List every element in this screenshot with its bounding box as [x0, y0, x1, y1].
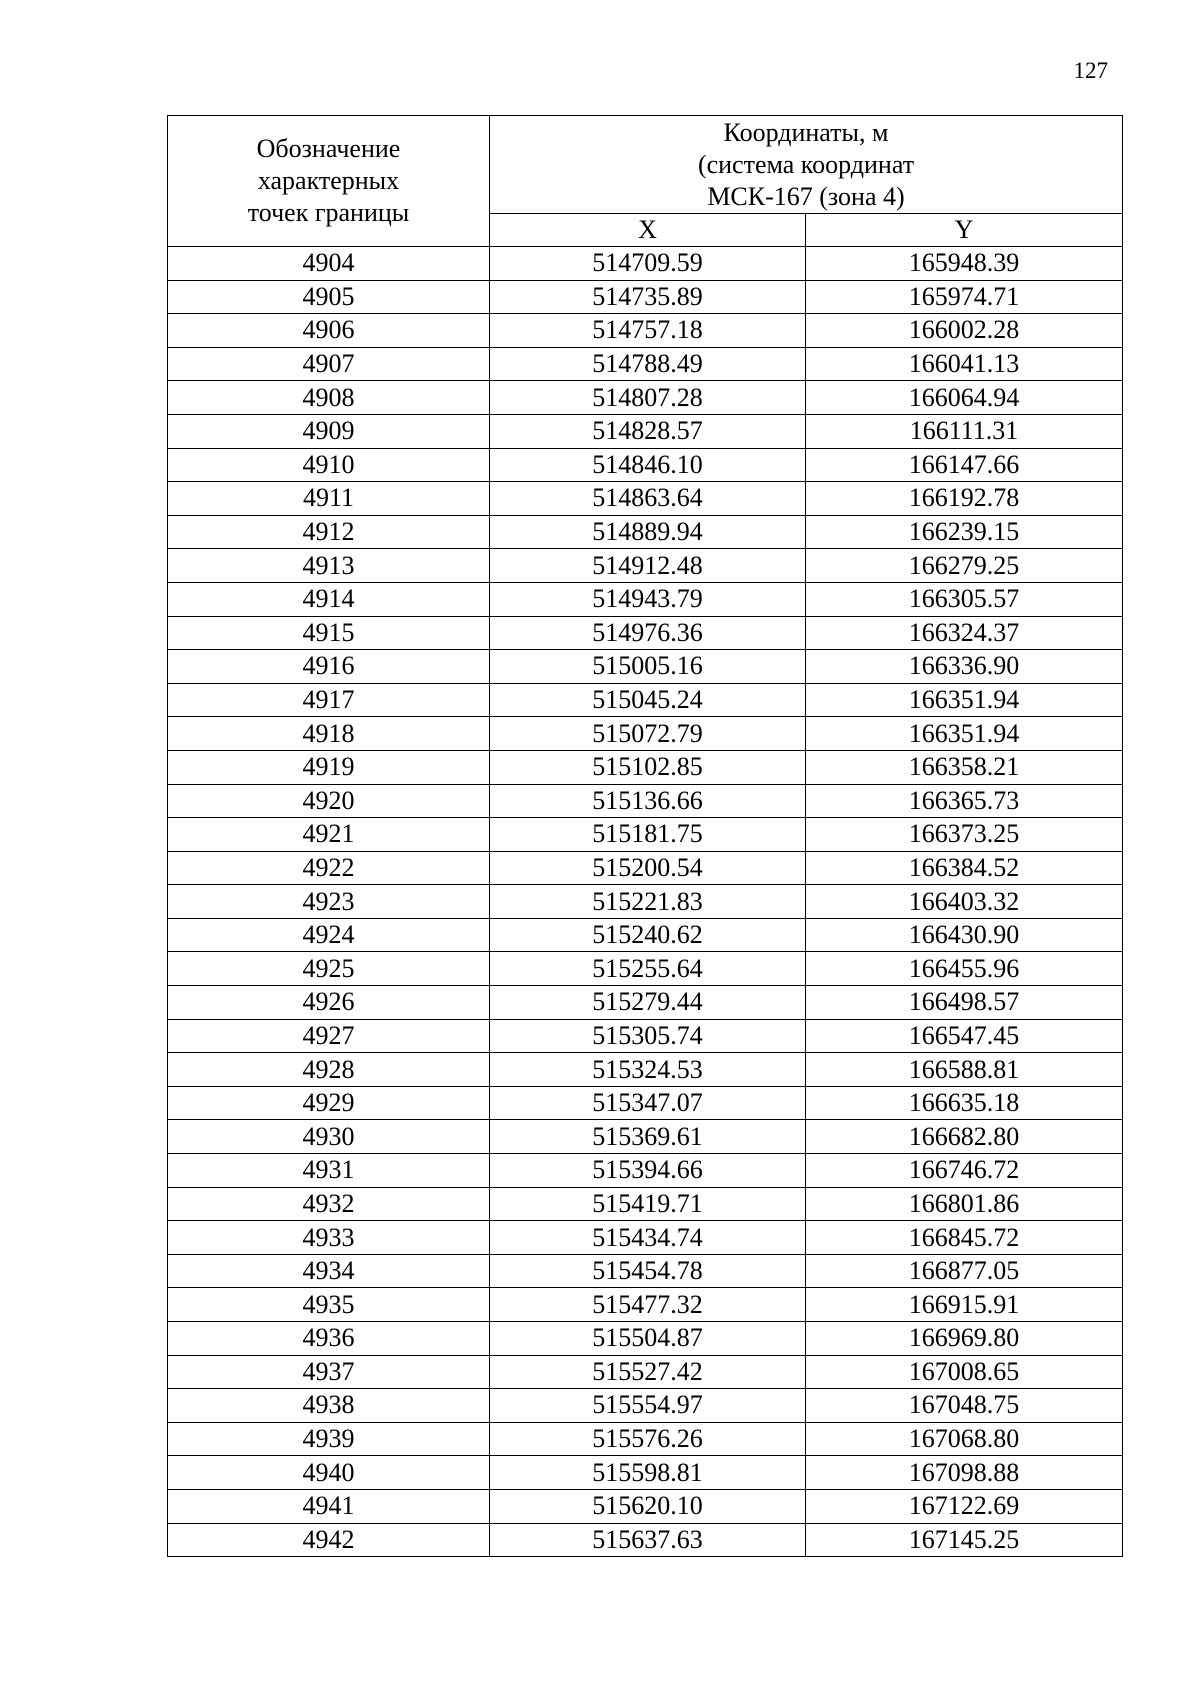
point-cell: 4934 [168, 1254, 490, 1288]
point-cell: 4905 [168, 280, 490, 314]
x-coordinate-cell: 514943.79 [490, 582, 806, 616]
table-row [168, 314, 1123, 348]
point-cell: 4908 [168, 381, 490, 415]
point-cell: 4913 [168, 549, 490, 583]
table-row [168, 1120, 1123, 1154]
y-coordinate-cell: 166588.81 [806, 1053, 1123, 1087]
y-coordinate-cell: 167048.75 [806, 1389, 1123, 1423]
point-cell: 4922 [168, 851, 490, 885]
table-row [168, 885, 1123, 919]
point-cell: 4918 [168, 717, 490, 751]
point-cell: 4939 [168, 1422, 490, 1456]
x-coordinate-cell: 515072.79 [490, 717, 806, 751]
table-row [168, 918, 1123, 952]
point-cell: 4911 [168, 482, 490, 516]
y-coordinate-cell: 166384.52 [806, 851, 1123, 885]
point-cell: 4931 [168, 1154, 490, 1188]
y-coordinate-cell: 166305.57 [806, 582, 1123, 616]
y-coordinate-cell: 166064.94 [806, 381, 1123, 415]
x-coordinate-cell: 515005.16 [490, 650, 806, 684]
y-coordinate-cell: 166498.57 [806, 986, 1123, 1020]
x-coordinate-cell: 515394.66 [490, 1154, 806, 1188]
point-cell: 4941 [168, 1489, 490, 1523]
table-row [168, 1355, 1123, 1389]
x-coordinate-cell: 515240.62 [490, 918, 806, 952]
x-coordinate-cell: 515255.64 [490, 952, 806, 986]
x-coordinate-cell: 515305.74 [490, 1019, 806, 1053]
point-cell: 4920 [168, 784, 490, 818]
point-cell: 4926 [168, 986, 490, 1020]
table-row [168, 1086, 1123, 1120]
x-coordinate-cell: 515347.07 [490, 1086, 806, 1120]
table-row [168, 683, 1123, 717]
y-coordinate-cell: 166365.73 [806, 784, 1123, 818]
x-coordinate-cell: 515477.32 [490, 1288, 806, 1322]
point-cell: 4910 [168, 448, 490, 482]
x-coordinate-cell: 515419.71 [490, 1187, 806, 1221]
y-coordinate-cell: 166002.28 [806, 314, 1123, 348]
y-coordinate-cell: 166403.32 [806, 885, 1123, 919]
x-coordinate-cell: 515324.53 [490, 1053, 806, 1087]
x-coordinate-cell: 515598.81 [490, 1456, 806, 1490]
y-coordinate-cell: 167068.80 [806, 1422, 1123, 1456]
y-coordinate-cell: 166192.78 [806, 482, 1123, 516]
y-column-header: Y [806, 214, 1123, 247]
y-coordinate-cell: 166746.72 [806, 1154, 1123, 1188]
x-coordinate-cell: 514709.59 [490, 247, 806, 281]
point-cell: 4914 [168, 582, 490, 616]
table-row [168, 750, 1123, 784]
table-row [168, 1254, 1123, 1288]
y-coordinate-cell: 166682.80 [806, 1120, 1123, 1154]
table-row [168, 582, 1123, 616]
point-cell: 4907 [168, 347, 490, 381]
x-coordinate-cell: 515637.63 [490, 1523, 806, 1557]
x-coordinate-cell: 515045.24 [490, 683, 806, 717]
y-coordinate-cell: 166845.72 [806, 1221, 1123, 1255]
point-cell: 4904 [168, 247, 490, 281]
point-cell: 4927 [168, 1019, 490, 1053]
x-coordinate-cell: 515620.10 [490, 1489, 806, 1523]
y-coordinate-cell: 166635.18 [806, 1086, 1123, 1120]
point-designation-header-text: Обозначение характерных точек границы [247, 134, 410, 227]
y-coordinate-cell: 166351.94 [806, 717, 1123, 751]
table-row [168, 1489, 1123, 1523]
point-cell: 4932 [168, 1187, 490, 1221]
x-coordinate-cell: 515369.61 [490, 1120, 806, 1154]
y-coordinate-cell: 166324.37 [806, 616, 1123, 650]
table-row [168, 1221, 1123, 1255]
point-cell: 4940 [168, 1456, 490, 1490]
y-coordinate-cell: 166969.80 [806, 1322, 1123, 1356]
point-cell: 4917 [168, 683, 490, 717]
y-coordinate-cell: 166111.31 [806, 414, 1123, 448]
y-coordinate-cell: 166351.94 [806, 683, 1123, 717]
table-row [168, 818, 1123, 852]
x-coordinate-cell: 515279.44 [490, 986, 806, 1020]
table-row [168, 1288, 1123, 1322]
point-cell: 4912 [168, 515, 490, 549]
y-coordinate-cell: 166041.13 [806, 347, 1123, 381]
table-row [168, 952, 1123, 986]
x-coordinate-cell: 515102.85 [490, 750, 806, 784]
y-coordinate-cell: 166801.86 [806, 1187, 1123, 1221]
y-coordinate-cell: 166373.25 [806, 818, 1123, 852]
table-row [168, 414, 1123, 448]
x-coordinate-cell: 514976.36 [490, 616, 806, 650]
point-cell: 4919 [168, 750, 490, 784]
point-cell: 4923 [168, 885, 490, 919]
table-row [168, 247, 1123, 281]
y-coordinate-cell: 166455.96 [806, 952, 1123, 986]
coordinates-header-text: Координаты, м (система координат МСК-167 (зона 4) [697, 117, 915, 211]
point-cell: 4921 [168, 818, 490, 852]
table-row [168, 1019, 1123, 1053]
table-row [168, 1422, 1123, 1456]
table-row [168, 549, 1123, 583]
point-cell: 4924 [168, 918, 490, 952]
table-row [168, 482, 1123, 516]
point-cell: 4938 [168, 1389, 490, 1423]
x-coordinate-cell: 514912.48 [490, 549, 806, 583]
coordinates-table [167, 115, 1123, 1557]
x-coordinate-cell: 514735.89 [490, 280, 806, 314]
point-cell: 4915 [168, 616, 490, 650]
table-row [168, 851, 1123, 885]
table-row [168, 1389, 1123, 1423]
point-cell: 4933 [168, 1221, 490, 1255]
y-coordinate-cell: 167098.88 [806, 1456, 1123, 1490]
y-coordinate-cell: 166547.45 [806, 1019, 1123, 1053]
x-coordinate-cell: 515504.87 [490, 1322, 806, 1356]
x-column-header: X [490, 214, 806, 247]
point-cell: 4909 [168, 414, 490, 448]
page-number: 127 [1073, 58, 1108, 83]
table-row [168, 784, 1123, 818]
y-coordinate-cell: 167145.25 [806, 1523, 1123, 1557]
x-coordinate-cell: 514828.57 [490, 414, 806, 448]
table-row [168, 347, 1123, 381]
table-row [168, 1322, 1123, 1356]
point-cell: 4930 [168, 1120, 490, 1154]
table-row [168, 515, 1123, 549]
point-cell: 4916 [168, 650, 490, 684]
x-coordinate-cell: 514863.64 [490, 482, 806, 516]
table-row [168, 1053, 1123, 1087]
x-coordinate-cell: 515527.42 [490, 1355, 806, 1389]
x-coordinate-cell: 514757.18 [490, 314, 806, 348]
table-row [168, 448, 1123, 482]
point-cell: 4906 [168, 314, 490, 348]
y-coordinate-cell: 166915.91 [806, 1288, 1123, 1322]
table-row [168, 280, 1123, 314]
table-row [168, 1187, 1123, 1221]
y-coordinate-cell: 166336.90 [806, 650, 1123, 684]
x-coordinate-cell: 515434.74 [490, 1221, 806, 1255]
point-designation-header [168, 116, 490, 247]
table-row [168, 1456, 1123, 1490]
y-coordinate-cell: 165974.71 [806, 280, 1123, 314]
table-row [168, 650, 1123, 684]
y-coordinate-cell: 166430.90 [806, 918, 1123, 952]
table-row [168, 717, 1123, 751]
y-coordinate-cell: 166239.15 [806, 515, 1123, 549]
table-row [168, 986, 1123, 1020]
x-coordinate-cell: 515576.26 [490, 1422, 806, 1456]
table-row [168, 616, 1123, 650]
y-coordinate-cell: 165948.39 [806, 247, 1123, 281]
table-row [168, 1523, 1123, 1557]
table-row [168, 381, 1123, 415]
point-cell: 4929 [168, 1086, 490, 1120]
y-coordinate-cell: 167122.69 [806, 1489, 1123, 1523]
point-cell: 4925 [168, 952, 490, 986]
x-coordinate-cell: 515454.78 [490, 1254, 806, 1288]
y-coordinate-cell: 166147.66 [806, 448, 1123, 482]
x-coordinate-cell: 514807.28 [490, 381, 806, 415]
y-coordinate-cell: 166877.05 [806, 1254, 1123, 1288]
point-cell: 4942 [168, 1523, 490, 1557]
table-body [168, 247, 1123, 1557]
point-cell: 4936 [168, 1322, 490, 1356]
x-coordinate-cell: 515200.54 [490, 851, 806, 885]
point-cell: 4935 [168, 1288, 490, 1322]
x-coordinate-cell: 514889.94 [490, 515, 806, 549]
table-header [168, 116, 1123, 247]
point-cell: 4937 [168, 1355, 490, 1389]
x-coordinate-cell: 515554.97 [490, 1389, 806, 1423]
y-coordinate-cell: 166279.25 [806, 549, 1123, 583]
y-coordinate-cell: 167008.65 [806, 1355, 1123, 1389]
coordinates-header [490, 116, 1123, 214]
point-cell: 4928 [168, 1053, 490, 1087]
y-coordinate-cell: 166358.21 [806, 750, 1123, 784]
x-coordinate-cell: 514788.49 [490, 347, 806, 381]
x-coordinate-cell: 514846.10 [490, 448, 806, 482]
table-row [168, 1154, 1123, 1188]
x-coordinate-cell: 515136.66 [490, 784, 806, 818]
x-coordinate-cell: 515221.83 [490, 885, 806, 919]
x-coordinate-cell: 515181.75 [490, 818, 806, 852]
